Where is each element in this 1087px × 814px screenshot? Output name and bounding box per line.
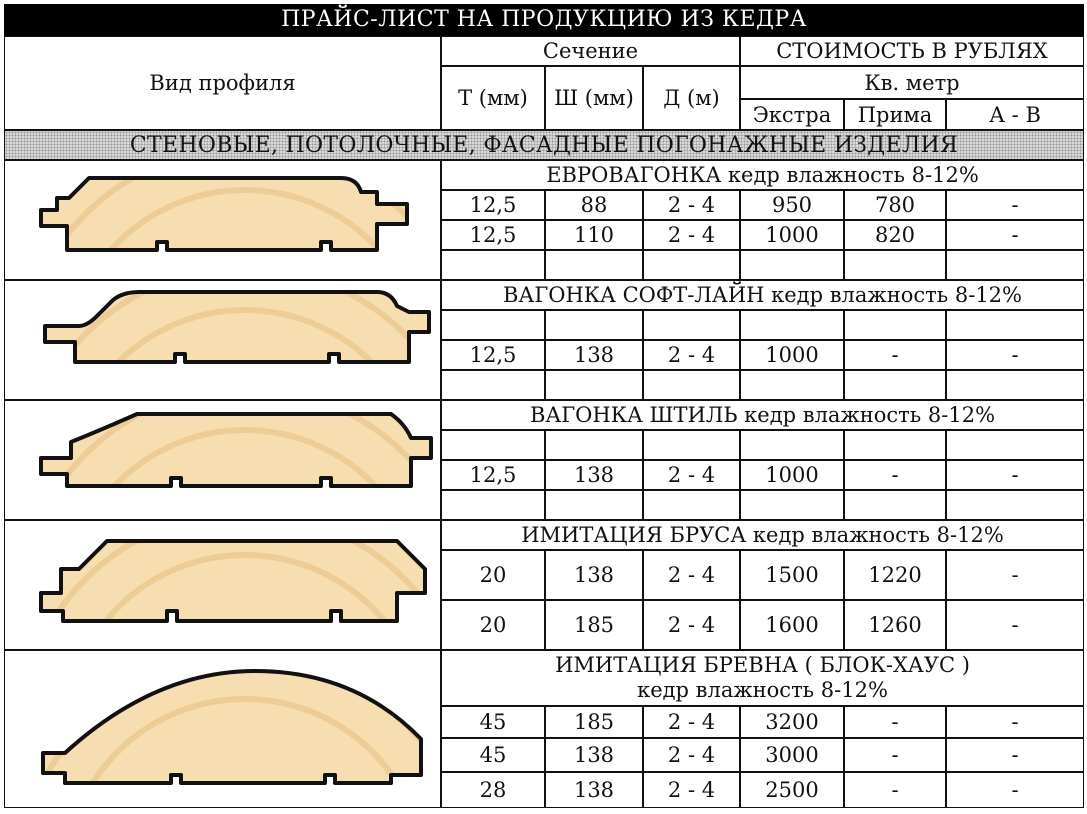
cell-price-extra: 1600 [740, 600, 844, 650]
cell-thickness [441, 370, 545, 400]
cell-length: 2 - 4 [643, 340, 740, 370]
cell-price-ab [946, 310, 1084, 340]
cell-price-extra [740, 310, 844, 340]
cell-price-extra [740, 250, 844, 280]
cell-thickness: 28 [441, 772, 545, 808]
cell-price-prima: - [844, 706, 946, 738]
cell-price-extra: 3000 [740, 738, 844, 772]
cell-width: 138 [545, 340, 643, 370]
cell-length [643, 430, 740, 460]
cell-price-extra: 2500 [740, 772, 844, 808]
cell-price-ab [946, 370, 1084, 400]
cell-price-prima: - [844, 738, 946, 772]
cell-length: 2 - 4 [643, 460, 740, 490]
cell-thickness [441, 430, 545, 460]
profile-image-5 [4, 650, 441, 808]
profile-drawing [5, 281, 440, 399]
cell-length [643, 490, 740, 520]
cell-price-ab: - [946, 738, 1084, 772]
cell-length: 2 - 4 [643, 550, 740, 600]
product-title-line2: кедр влажность 8-12% [637, 678, 888, 702]
cell-price-extra: 950 [740, 190, 844, 220]
cell-thickness: 45 [441, 706, 545, 738]
cell-width: 138 [545, 460, 643, 490]
profile-drawing [5, 401, 440, 519]
cell-width: 138 [545, 772, 643, 808]
cell-thickness: 12,5 [441, 460, 545, 490]
cell-price-extra: 1000 [740, 340, 844, 370]
cell-width: 138 [545, 550, 643, 600]
profile-drawing [5, 651, 440, 807]
cell-price-prima: - [844, 772, 946, 808]
cell-price-ab: - [946, 550, 1084, 600]
price-table [4, 36, 1084, 812]
product-title: ВАГОНКА ШТИЛЬ кедр влажность 8-12% [441, 400, 1084, 430]
cell-thickness: 12,5 [441, 190, 545, 220]
cell-price-extra: 1500 [740, 550, 844, 600]
cell-price-prima [844, 370, 946, 400]
cell-length [643, 370, 740, 400]
cell-price-prima: 1220 [844, 550, 946, 600]
header-profile-view: Вид профиля [4, 36, 441, 130]
cell-price-prima: 1260 [844, 600, 946, 650]
cell-price-prima [844, 430, 946, 460]
cell-thickness: 45 [441, 738, 545, 772]
product-title: ЕВРОВАГОНКА кедр влажность 8-12% [441, 160, 1084, 190]
cell-length [643, 310, 740, 340]
cell-width: 185 [545, 600, 643, 650]
cell-price-ab: - [946, 220, 1084, 250]
cell-price-ab: - [946, 772, 1084, 808]
header-thickness: Т (мм) [441, 66, 545, 130]
product-title [441, 650, 1084, 706]
cell-length: 2 - 4 [643, 772, 740, 808]
cell-length: 2 - 4 [643, 220, 740, 250]
cell-thickness: 12,5 [441, 340, 545, 370]
profile-drawing [5, 161, 440, 279]
cell-width [545, 490, 643, 520]
cell-thickness [441, 250, 545, 280]
cell-width: 88 [545, 190, 643, 220]
product-title: ИМИТАЦИЯ БРУСА кедр влажность 8-12% [441, 520, 1084, 550]
cell-thickness: 20 [441, 550, 545, 600]
cell-width: 110 [545, 220, 643, 250]
cell-price-extra: 3200 [740, 706, 844, 738]
cell-price-extra [740, 490, 844, 520]
cell-price-extra [740, 430, 844, 460]
cell-price-extra: 1000 [740, 460, 844, 490]
cell-price-ab: - [946, 706, 1084, 738]
price-list-title: ПРАЙС-ЛИСТ НА ПРОДУКЦИЮ ИЗ КЕДРА [4, 4, 1084, 36]
cell-width [545, 430, 643, 460]
cell-price-prima: - [844, 340, 946, 370]
cell-length: 2 - 4 [643, 706, 740, 738]
cell-length: 2 - 4 [643, 190, 740, 220]
cell-thickness: 20 [441, 600, 545, 650]
profile-image-4 [4, 520, 441, 650]
profile-image-3 [4, 400, 441, 520]
header-cost: СТОИМОСТЬ В РУБЛЯХ [740, 36, 1084, 66]
cell-price-ab [946, 490, 1084, 520]
header-section: Сечение [441, 36, 740, 66]
cell-thickness [441, 490, 545, 520]
profile-image-1 [4, 160, 441, 280]
cell-price-prima: 820 [844, 220, 946, 250]
cell-price-extra: 1000 [740, 220, 844, 250]
cell-thickness: 12,5 [441, 220, 545, 250]
cell-thickness [441, 310, 545, 340]
header-width: Ш (мм) [545, 66, 643, 130]
cell-price-prima: 780 [844, 190, 946, 220]
cell-width: 138 [545, 738, 643, 772]
cell-price-prima [844, 490, 946, 520]
product-title-line1: ИМИТАЦИЯ БРЕВНА ( БЛОК-ХАУС ) [555, 653, 970, 677]
section-title-row: СТЕНОВЫЕ, ПОТОЛОЧНЫЕ, ФАСАДНЫЕ ПОГОНАЖНЫЕ ИЗДЕЛИЯ [4, 130, 1084, 160]
cell-length: 2 - 4 [643, 738, 740, 772]
header-length: Д (м) [643, 66, 740, 130]
cell-price-ab [946, 430, 1084, 460]
cell-width [545, 310, 643, 340]
cell-length [643, 250, 740, 280]
cell-length: 2 - 4 [643, 600, 740, 650]
header-prima: Прима [844, 99, 946, 130]
cell-price-ab: - [946, 190, 1084, 220]
cell-price-extra [740, 370, 844, 400]
cell-price-ab: - [946, 600, 1084, 650]
cell-price-prima: - [844, 460, 946, 490]
cell-width: 185 [545, 706, 643, 738]
price-list-sheet [4, 4, 1084, 812]
cell-price-prima [844, 250, 946, 280]
header-extra: Экстра [740, 99, 844, 130]
cell-price-ab [946, 250, 1084, 280]
header-ab: А - В [946, 99, 1084, 130]
profile-drawing [5, 521, 440, 649]
cell-width [545, 250, 643, 280]
cell-price-prima [844, 310, 946, 340]
cell-price-ab: - [946, 460, 1084, 490]
cell-price-ab: - [946, 340, 1084, 370]
header-sqm: Кв. метр [740, 66, 1084, 99]
cell-width [545, 370, 643, 400]
product-title: ВАГОНКА СОФТ-ЛАЙН кедр влажность 8-12% [441, 280, 1084, 310]
profile-image-2 [4, 280, 441, 400]
